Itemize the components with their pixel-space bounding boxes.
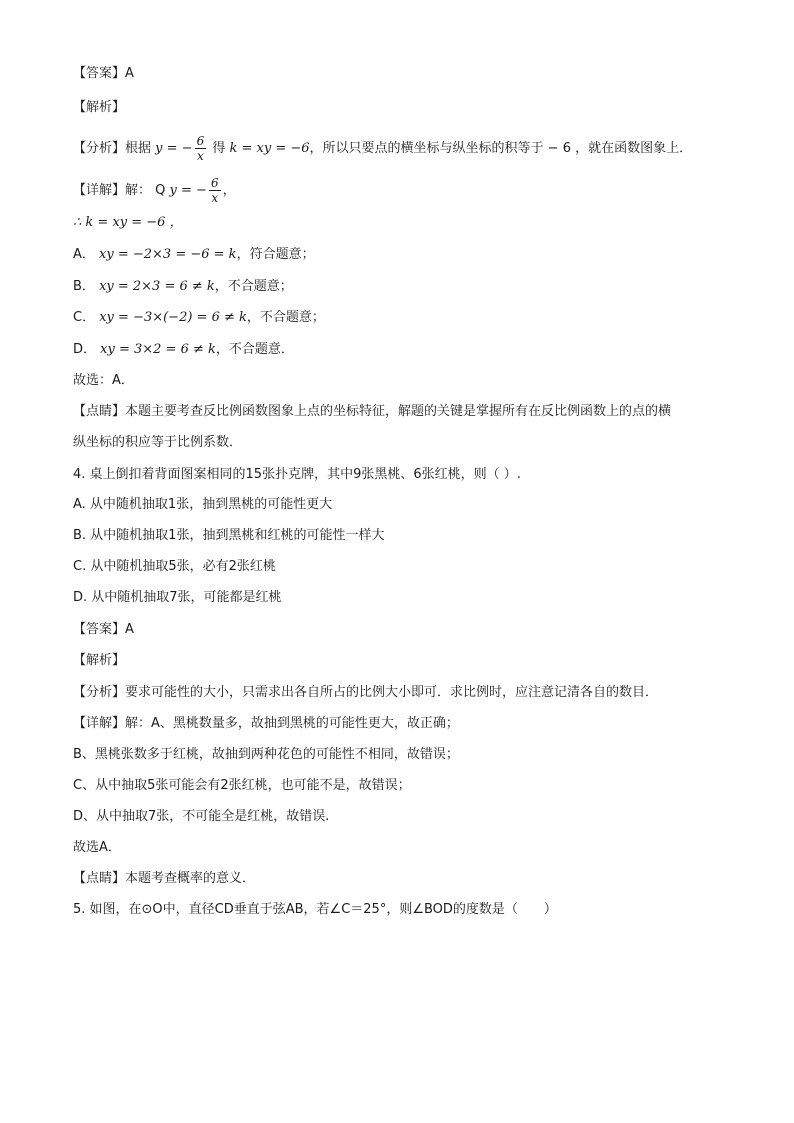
q4-choose: 故选A．	[73, 840, 121, 855]
q3-option-a-note: ，符合题意；	[236, 247, 315, 262]
q3-fenxi-frac-num: 6	[196, 134, 205, 148]
q3-detail-eq-tail: ，	[222, 183, 236, 198]
q5-stem: 5. 如图，在⊙O中，直径CD垂直于弦AB，若∠C＝25°，则∠BOD的度数是（ ）	[73, 902, 557, 917]
q3-option-a-expr: xy = −2×3 = −6 = k	[99, 247, 237, 262]
q3-detail-fraction	[209, 176, 221, 205]
q3-option-d	[73, 340, 294, 360]
q4-stem: 4. 桌上倒扣着背面图案相同的15张扑克牌，其中9张黑桃、6张红桃，则（ ）.	[73, 467, 521, 482]
q4-dianjing: 【点睛】本题考查概率的意义．	[73, 871, 256, 886]
q3-therefore	[73, 213, 183, 233]
q3-fenxi-label: 【分析】	[73, 141, 126, 156]
q4-option-b: B. 从中随机抽取1张，抽到黑桃和红桃的可能性一样大	[73, 528, 385, 543]
q3-option-a-label: A．	[73, 247, 95, 262]
q3-option-b-expr: xy = 2×3 = 6 ≠ k	[99, 279, 215, 294]
q3-fenxi	[73, 134, 692, 163]
q3-fenxi-fraction	[195, 134, 207, 163]
q4-option-d: D. 从中随机抽取7张，可能都是红桃	[73, 590, 282, 605]
q4-option-a: A. 从中随机抽取1张，抽到黑桃的可能性更大	[73, 497, 333, 512]
q3-therefore-expr: ∴ k = xy = −6 ，	[73, 215, 183, 230]
q3-option-a	[73, 245, 315, 265]
q3-dianjing-line1: 【点睛】本题主要考查反比例函数图象上点的坐标特征，解题的关键是掌握所有在反比例函数上的点的横	[73, 404, 672, 419]
q3-fenxi-post: ，所以只要点的横坐标与纵坐标的积等于 − 6 ，就在函数图象上．	[309, 141, 693, 156]
q4-detail-1: 【详解】解：A、黑桃数量多，故抽到黑桃的可能性更大，故正确；	[73, 716, 459, 731]
q3-detail	[73, 176, 236, 205]
q3-fenxi-mid: 得	[212, 141, 226, 156]
q3-option-d-expr: xy = 3×2 = 6 ≠ k	[100, 342, 216, 357]
q3-detail-because: Q	[155, 183, 166, 198]
q4-fenxi: 【分析】要求可能性的大小，只需求出各自所占的比例大小即可．求比例时，应注意记清各自的数目．	[73, 685, 659, 700]
q3-fenxi-pre: 根据	[125, 141, 152, 156]
q3-option-d-label: D．	[73, 342, 97, 357]
q4-option-c: C. 从中随机抽取5张，必有2张红桃	[73, 559, 276, 574]
q4-answer: 【答案】A	[73, 622, 134, 637]
q3-option-c	[73, 308, 325, 328]
q3-detail-eq-left: y = −	[169, 183, 207, 198]
q3-fenxi-frac-den: x	[197, 149, 204, 163]
q4-detail-4: D、从中抽取7张，不可能全是红桃，故错误.	[73, 809, 330, 824]
q4-detail-2: B、黑桃张数多于红桃，故抽到两种花色的可能性不相同，故错误；	[73, 747, 459, 762]
q3-option-b-label: B．	[73, 279, 95, 294]
q3-detail-label: 【详解】解：	[73, 183, 152, 198]
q3-choose: 故选：A．	[73, 373, 134, 388]
q3-fenxi-eq1-left: y = −	[155, 141, 193, 156]
q3-option-c-expr: xy = −3×(−2) = 6 ≠ k	[99, 310, 247, 325]
q3-fenxi-eq2: k = xy = −6	[229, 141, 310, 156]
q3-option-b	[73, 277, 293, 297]
q3-option-b-note: ，不合题意；	[214, 279, 293, 294]
q3-detail-frac-num: 6	[210, 176, 219, 190]
q3-option-c-note: ，不合题意；	[246, 310, 325, 325]
q4-analysis-header: 【解析】	[73, 653, 126, 668]
q3-detail-frac-den: x	[211, 191, 219, 205]
q3-dianjing-line2: 纵坐标的积应等于比例系数．	[73, 435, 243, 450]
q4-detail-3: C、从中抽取5张可能会有2张红桃，也可能不是，故错误；	[73, 778, 411, 793]
q3-answer: 【答案】A	[73, 66, 134, 81]
q3-analysis-header: 【解析】	[73, 100, 126, 115]
q3-option-c-label: C．	[73, 310, 96, 325]
q3-option-d-note: ，不合题意．	[215, 342, 294, 357]
